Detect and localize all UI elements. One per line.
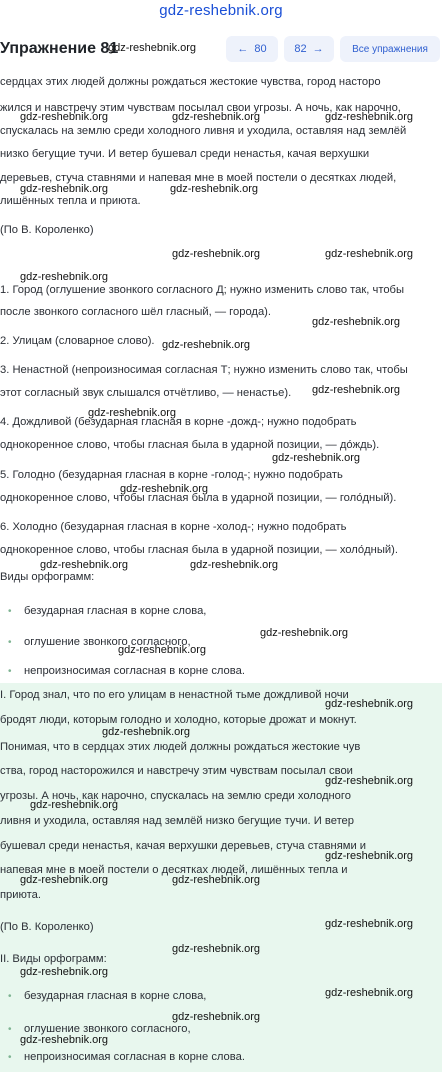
watermark: gdz-reshebnik.org [325, 775, 414, 787]
site-logo[interactable]: gdz-reshebnik.org [159, 2, 283, 19]
bullet-icon: • [8, 1052, 12, 1063]
types-heading: Виды орфограмм: [0, 571, 95, 583]
answer-source: (По В. Короленко) [0, 921, 94, 933]
watermark: gdz-reshebnik.org [172, 874, 261, 886]
bullet-icon: • [8, 991, 12, 1002]
watermark: gdz-reshebnik.org [20, 183, 109, 195]
watermark: gdz-reshebnik.org [325, 111, 414, 123]
prev-exercise-button[interactable]: ← 80 [226, 36, 278, 62]
bullet-icon: • [8, 637, 12, 648]
watermark: gdz-reshebnik.org [108, 42, 197, 54]
task-line: сердцах этих людей должны рождаться жестокие чувства, город насторо [0, 76, 381, 88]
bullet-icon: • [8, 1024, 12, 1035]
page-title: Упражнение 81 [0, 40, 119, 57]
explanation-line: однокоренное слово, чтобы гласная была в ударной позиции, — голо́дный). [0, 492, 397, 504]
explanation-line: 3. Ненастной (непроизносимая согласная Т; нужно изменить слово так, чтобы [0, 364, 408, 376]
watermark: gdz-reshebnik.org [118, 644, 207, 656]
type-item: безударная гласная в корне слова, [24, 605, 207, 617]
explanation-line: этот согласный звук слышался отчётливо, — ненастье). [0, 387, 292, 399]
watermark: gdz-reshebnik.org [325, 850, 414, 862]
explanation-line: 4. Дождливой (безударная гласная в корне -дожд-; нужно подобрать [0, 416, 357, 428]
arrow-right-icon: → [312, 43, 324, 55]
answer-type-item: безударная гласная в корне слова, [24, 990, 207, 1002]
watermark: gdz-reshebnik.org [20, 1034, 109, 1046]
task-line: лишённых тепла и приюта. [0, 195, 141, 207]
watermark: gdz-reshebnik.org [312, 316, 401, 328]
bullet-icon: • [8, 666, 12, 677]
type-item: непроизносимая согласная в корне слова. [24, 665, 245, 677]
arrow-left-icon: ← [237, 43, 249, 55]
answer-line: бушевал среди ненастья, качая верхушки деревьев, стуча ставнями и [0, 840, 367, 852]
watermark: gdz-reshebnik.org [325, 248, 414, 260]
watermark: gdz-reshebnik.org [272, 452, 361, 464]
explanation-line: однокоренное слово, чтобы гласная была в ударной позиции, — до́ждь). [0, 439, 380, 451]
watermark: gdz-reshebnik.org [172, 248, 261, 260]
explanation-line: 1. Город (оглушение звонкого согласного Д; нужно изменить слово так, чтобы [0, 284, 405, 296]
explanation-line: после звонкого согласного шёл гласный, — города). [0, 306, 272, 318]
answer-line: приюта. [0, 889, 42, 901]
explanation-line: однокоренное слово, чтобы гласная была в ударной позиции, — холо́дный). [0, 544, 398, 556]
watermark: gdz-reshebnik.org [190, 559, 279, 571]
task-line: деревьев, стуча ставнями и напевая мне в моей постели о десятках людей, [0, 172, 397, 184]
bullet-icon: • [8, 606, 12, 617]
watermark: gdz-reshebnik.org [325, 698, 414, 710]
all-exercises-button[interactable]: Все упражнения [340, 36, 440, 62]
answer-type-item: оглушение звонкого согласного, [24, 1023, 191, 1035]
watermark: gdz-reshebnik.org [170, 183, 259, 195]
watermark: gdz-reshebnik.org [20, 271, 109, 283]
watermark: gdz-reshebnik.org [325, 918, 414, 930]
watermark: gdz-reshebnik.org [325, 987, 414, 999]
answer-type-item: непроизносимая согласная в корне слова. [24, 1051, 245, 1063]
explanation-line: 2. Улицам (словарное слово). [0, 335, 155, 347]
watermark: gdz-reshebnik.org [20, 111, 109, 123]
type-item: оглушение звонкого согласного, [24, 636, 191, 648]
watermark: gdz-reshebnik.org [102, 726, 191, 738]
watermark: gdz-reshebnik.org [30, 799, 119, 811]
answer-line: ства, город насторожился и навстречу этим чувствам посылал свои [0, 765, 353, 777]
watermark: gdz-reshebnik.org [162, 339, 251, 351]
watermark: gdz-reshebnik.org [260, 627, 349, 639]
watermark: gdz-reshebnik.org [120, 483, 209, 495]
watermark: gdz-reshebnik.org [172, 111, 261, 123]
explanation-line: 6. Холодно (безударная гласная в корне -холод-; нужно подобрать [0, 521, 347, 533]
task-line: спускалась на землю среди холодного ливня и уходила, оставляя над землёй [0, 125, 407, 137]
watermark: gdz-reshebnik.org [172, 943, 261, 955]
answer-line: I. Город знал, что по его улицам в ненастной тьме дождливой ночи [0, 689, 349, 701]
task-line: жился и навстречу этим чувствам посылал свои угрозы. А ночь, как нарочно, [0, 102, 401, 114]
watermark: gdz-reshebnik.org [312, 384, 401, 396]
next-exercise-button[interactable]: 82 → [284, 36, 334, 62]
answer-line: Понимая, что в сердцах этих людей должны рождаться жестокие чув [0, 741, 361, 753]
watermark: gdz-reshebnik.org [172, 1011, 261, 1023]
answer-line: напевая мне в моей постели о десятках людей, лишённых тепла и [0, 864, 348, 876]
task-line: низко бегущие тучи. И ветер бушевал среди ненастья, качая верхушки [0, 148, 370, 160]
watermark: gdz-reshebnik.org [20, 966, 109, 978]
answer-line: угрозы. А ночь, как нарочно, спускалась на землю среди холодного [0, 790, 351, 802]
watermark: gdz-reshebnik.org [20, 874, 109, 886]
answer-types-heading: II. Виды орфограмм: [0, 953, 107, 965]
watermark: gdz-reshebnik.org [40, 559, 129, 571]
explanation-line: 5. Голодно (безударная гласная в корне -голод-; нужно подобрать [0, 469, 343, 481]
answer-line: ливня и уходила, оставляя над землёй низко бегущие тучи. И ветер [0, 815, 355, 827]
watermark: gdz-reshebnik.org [88, 407, 177, 419]
answer-line: бродят люди, которым голодно и холодно, которые дрожат и мокнут. [0, 714, 357, 726]
task-source: (По В. Короленко) [0, 224, 94, 236]
exercise-header [0, 28, 442, 68]
